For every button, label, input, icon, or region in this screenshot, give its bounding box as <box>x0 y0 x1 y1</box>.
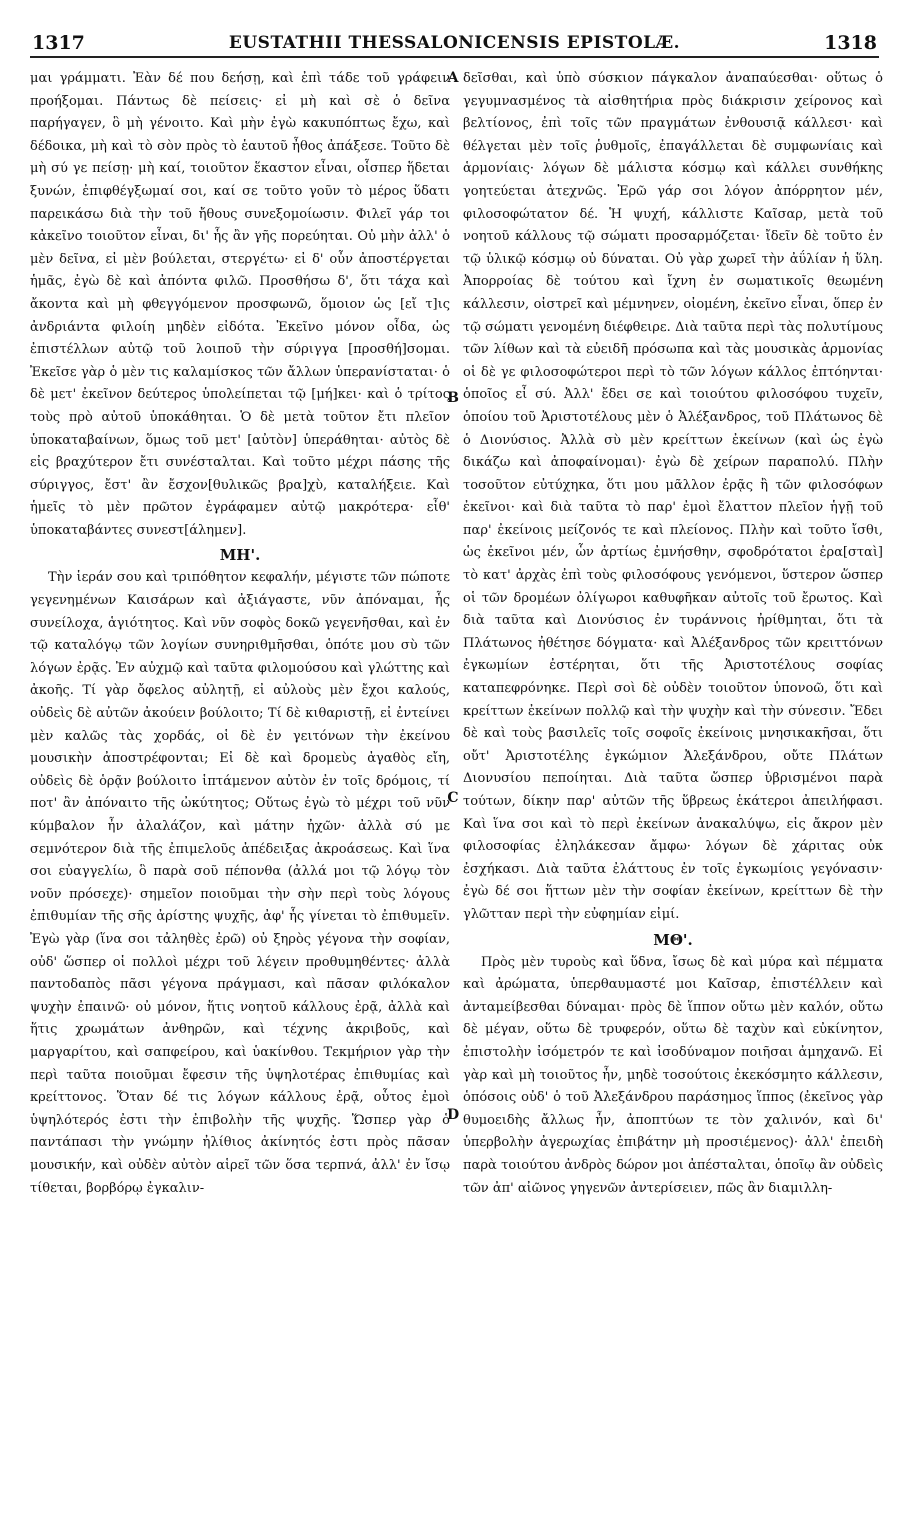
running-header <box>30 26 879 58</box>
right-paragraph-letter-49: Πρὸς μὲν τυροὺς καὶ ὕδνα, ἴσως δὲ καὶ μύρα καὶ πέμματα καὶ ἀρώματα, ὑπερθαυμαστέ μοι Καῖσαρ, ἐπιστέλλειν καὶ ἀνταμείβεσθαι δύναμαι· πρὸς δὲ ἵππον οὕτω μὲν καλόν, οὕτω δὲ μέγαν, οὕτω δὲ τρυφερόν, οὕτω δὲ ταχὺν καὶ εὐκίνητον, ἐπιστολὴν ἰσόμετρόν τε καὶ ἰσοδύναμον ποιῆσαι ἀμηχανῶ. Εἰ γὰρ καὶ μὴ τοιοῦτος ἦν, μηδὲ τοσούτοις ἐκεκόσμητο κάλλεσιν, ὁπόσοις οὐδ' ὁ τοῦ Ἀλεξάνδρου παράσημος ἵππος (ἐκεῖνος γὰρ θυμοειδὴς ἄλλως ἦν, ἀποπτύων τε τὸν χαλινόν, καὶ δι' ὑπερβολὴν ἀγερωχίας ἐπιβάτην μὴ προσιέμενος)· ἀλλ' ἐπειδὴ παρὰ τοιούτου ἀνδρὸς δώρον μοι ἀπέσταλται, ὁποῖῳ ἂν οὐδεὶς τῶν ἀπ' αἰῶνος γηγενῶν ἀντερίσειεν, πῶς ἂν διαμιλλη- <box>463 954 883 1196</box>
right-paragraph-continuation: δεῖσθαι, καὶ ὑπὸ σύσκιον πάγκαλον ἀναπαύεσθαι· οὕτως ὁ γεγυμνασμένος τὰ αἰσθητήρια πρὸς διάκρισιν χείρονος καὶ βελτίονος, ἐπὶ τοῖς τῶν πραγμάτων ἐνθουσιᾷ κάλλεσι· καὶ θέλγεται μὲν τοῖς ῥυθμοῖς, ἐπαγάλλεται δὲ συμφωνίαις καὶ ἁρμονίαις· λόγων δὲ μάλιστα κόσμῳ καὶ κάλλει συνθήκης γοητεύεται ἀτεχνῶς. Ἐρῶ γάρ σοι λόγον ἀπόρρητον μέν, φιλοσοφώτατον δέ. Ἡ ψυχή, κάλλιστε Καῖσαρ, μετὰ τοῦ νοητοῦ κάλλους τῷ σώματι προσαρμόζεται· ἴδεῖν δὲ τοῦτο ἐν τῷ ὑλικῷ κόσμῳ οὐ δύναται. Οὐ γὰρ χωρεῖ τὴν ἀΰλίαν ἡ ὕλη. Ἀπορροίας δὲ τούτου καὶ ἴχνη ἐν σωματικοῖς θεωμένη κάλλεσιν, οἰστρεῖ καὶ μέμνηνεν, οἰομένη, ἐκεῖνο εἶναι, ὅπερ ἐν τῷ σώματι γενομένη διέφθειρε. Διὰ ταῦτα περὶ τὰς πολυτίμους τῶν λίθων καὶ τὰ εὐειδῆ πρόσωπα καὶ τὰς μουσικὰς ἁρμονίας οἱ δὲ γε φιλοσοφώτεροι περὶ τὸ τῶν λόγων κάλλος ἐπτόηνται· ὁποῖος εἶ σύ. Ἀλλ' ἔδει σε καὶ τοιούτου φιλοσόφου τυχεῖν, ὁποίου τοῦ Ἀριστοτέλους μὲν ὁ Ἀλέξανδρος, τοῦ Πλάτωνος δὲ ὁ Διονύσιος. Ἀλλὰ σὺ μὲν κρείττων ἐκείνων (καὶ ὡς ἐγὼ δικάζω καὶ ἀποφαίνομαι)· ἐγὼ δὲ χείρων παραπολύ. Πλὴν τοσοῦτον εὐτύχηκα, ὅτι μου μᾶλλον ἐρᾷς ἢ τῶν φιλοσόφων ἐκεῖνοι· καὶ διὰ ταῦτα τὸ παρ' ἐμοὶ ἔλαττον πλεῖον ἡγῇ τοῦ παρ' ἐκείνοις μείζονός τε καὶ πλείονος. Πλὴν καὶ τοῦτο ἴσθι, ὡς ἐκεῖνοι μέν, ὧν ἀρτίως ἐμνήσθην, σφοδρότατοι ἐρα[σταὶ] τὸ κατ' ἀρχὰς ἐπὶ τοὺς φιλοσόφους γενόμενοι, ὕστερον ὥσπερ οἱ τῶν δρομέων ὀλίγωροι καθυφῆκαν αὐτοῖς τοῦ ἔρωτος. Καὶ διὰ ταῦτα καὶ Διονύσιος ἐν τυράννοις ἠρίθμηται, ὅτι τὰ Πλάτωνος ἠθέτησε δόγματα· καὶ Ἀλέξανδρος τῶν κρειττόνων ἐγκωμίων ἐστέρηται, ὅτι τῆς Ἀριστοτέλους σοφίας καταπεφρόνηκε. Περὶ σοὶ δὲ οὐδὲν τοιοῦτον ὑπονοῶ, ὅτι καὶ κρείττων ἐκείνων πολλῷ καὶ τὴν ψυχὴν καὶ τὴν σύνεσιν. Ἔδει δὲ καὶ τοὺς βασιλεῖς τοῖς σοφοῖς ἐκείνοις μνησικακῆσαι, ὅτι οὔτ' Ἀριστοτέλης ἐγκώμιον Ἀλεξάνδρου, οὔτε Πλάτων Διονυσίου πεποίηται. Διὰ ταῦτα ὥσπερ ὑβρισμένοι παρὰ τούτων, δίκην παρ' αὐτῶν τῆς ὕβρεως ἑκάτεροι ἀπειλήφασι. Καὶ ἵνα σοι καὶ τὸ περὶ ἐκείνων ἀνακαλύψω, εἰς ἄκρον μὲν φιλοσοφίας ἐληλάκεσαν ἄμφω· λόγων δὲ χάριτας οὐκ ἐσχήκασι. Διὰ ταῦτα ἐλάττους ἐν τοῖς ἐγκωμίοις γεγόνασιν· ἐγὼ δέ σοι ἥττων μὲν τὴν σοφίαν ἐκείνων, κρείττων δὲ τὴν γλῶτταν περὶ τὴν εὐφημίαν εἰμί. <box>463 71 883 922</box>
margin-letter-b: B <box>447 390 459 406</box>
left-column <box>30 68 450 1518</box>
margin-letter-d: D <box>447 1107 460 1123</box>
left-paragraph-continuation: μαι γράμματι. Ἐὰν δέ που δεήσῃ, καὶ ἐπὶ τάδε τοῦ γράφειν προήξομαι. Πάντως δὲ πείσεις· εἰ μὴ καὶ σὲ ὁ δεῖνα παρήγαγεν, ὃ μὴ γένοιτο. Καὶ μὴν ἐγὼ κακυπόπτως ἔχω, καὶ δέδοικα, μὴ καὶ τὸ σὸν πρὸς τὸ ἑαυτοῦ ἦθος ἀπάξεσε. Τοῦτο δὲ μὴ σύ γε πείσῃ· μὴ καί, τοιοῦτον ἕκαστον εἶναι, οἷσπερ ἥδεται ξυνών, ἐπιφθέγξωμαί σοι, καί σε τοῦτο γοῦν τὸ μέρος ὕδατι παρεικάσω διὰ τὴν τοῦ ἤθους συνεξομοίωσιν. Φιλεῖ γάρ τοι κἀκεῖνο τοιοῦτον εἶναι, δι' ἧς ἂν γῆς πορεύηται. Οὐ μὴν ἀλλ' ὁ μὲν δεῖνα, εἰ μὲν βούλεται, στεργέτω· εἰ δ' οὖν ἀποστέργεται ἡμᾶς, ἐγὼ δὲ καὶ ἀπόντα φιλῶ. Προσθήσω δ', ὅτι τάχα καὶ ἄκοντα καὶ μὴ φθεγγόμενον προσφωνῶ, ὅμοιον ὡς [εἴ τ]ις ἀνδριάντα φιλοίη μηδὲν εἰδότα. Ἐκεῖνο μόνον οἶδα, ὡς ἐπιστέλλων αὐτῷ τοῦ λοιποῦ τὴν σύριγγα [προσθή]σομαι. Ἐκεῖσε γὰρ ὁ μὲν τις καλαμίσκος τῶν ἄλλων ὑπερανίσταται· ὁ δὲ μετ' ἐκεῖνον δεύτερος ὑπολείπεται τῷ [μή]κει· καὶ ὁ τρίτος τοὺς πρὸ αὐτοῦ ὑποκάθηται. Ὁ δὲ μετὰ τοῦτον ἔτι πλεῖον ὑποκαταβαίνων, ὅμως τοῦ μετ' [αὐτὸν] ὑπεράθηται· αὐτὸς δὲ εἰς βραχύτερον ἔτι συνέσταλται. Καὶ τοῦτο μέχρι πάσης τῆς σύριγγος, ἔστ' ἂν ἔσχον[θυλικῶς βρα]χὺ, καταλήξειε. Καὶ ἡμεῖς τὸ μὲν πρῶτον ἐγράφαμεν αὐτῷ μακρότερα· εἶθ' ὑποκαταβάντες συνεστ[άλημεν]. <box>30 71 450 538</box>
running-title: EUSTATHII THESSALONICENSIS EPISTOLÆ. <box>228 33 681 53</box>
margin-letter-c: C <box>447 790 459 806</box>
right-column <box>463 68 883 1518</box>
margin-letter-a: A <box>447 70 459 86</box>
page-number-right: 1318 <box>824 32 877 54</box>
page-number-left: 1317 <box>32 32 85 54</box>
left-paragraph-letter-48: Τὴν ἱεράν σου καὶ τριπόθητον κεφαλήν, μέγιστε τῶν πώποτε γεγενημένων Καισάρων καὶ ἀξιάγαστε, νῦν ἀπόναμαι, ἧς συνείλοχα, ἁγιότητος. Καὶ νῦν σοφὸς δοκῶ γεγενῆσθαι, καὶ ἐν τῷ καταλόγῳ τῶν λογίων συνηριθμῆσθαι, ὁπότε μου σὺ τῶν λόγων ἐρᾷς. Ἐν αὐχμῷ καὶ ταῦτα φιλομούσου καὶ γλώττης καὶ ἀκοῆς. Τί γὰρ ὄφελος αὐλητῇ, εἰ αὐλοὺς μὲν ἔχοι καλούς, οὐδεὶς δὲ αὐτῶν ἀκούειν βούλοιτο; Τί δὲ κιθαριστῇ, εἰ ἐντείνει μὲν καλῶς τὰς χορδάς, οἱ δὲ ἐν γειτόνων τὴν ἐκείνου μουσικὴν ἀποστρέφονται; Εἰ δὲ καὶ δρομεὺς ἀγαθὸς εἴη, οὐδεὶς δὲ ὁρᾷν βούλοιτο ἱπτάμενον αὐτὸν ἐν τοῖς δρόμοις, τί ποτ' ἂν ἀπόναιτο τῆς ὠκύτητος; Οὕτως ἐγὼ τὸ μέχρι τοῦ νῦν κύμβαλον ἦν ἀλαλάζον, καὶ μάτην ἠχῶν· ἀλλὰ σύ με σεμνότερον διὰ τῆς ἐπιμελοῦς ἀπέδειξας ἀκροάσεως. Καὶ ἵνα σοι εὐαγγελίω, ὃ παρὰ σοῦ πέπονθα (ἀλλά μοι τῷ λόγῳ τὸν νοῦν πρόσεχε)· σημεῖον ποιοῦμαι τὴν σὴν περὶ τοὺς λόγους ἐπιθυμίαν τῆς σῆς ἀρίστης ψυχῆς, ἀφ' ἧς γίνεται τὸ ἐπιθυμεῖν. Ἐγὼ γὰρ (ἵνα σοι τἀληθὲς ἐρῶ) οὐ ξηρὸς γέγονα τὴν σοφίαν, οὐδ' ὥσπερ οἱ πολλοὶ μέχρι τοῦ λέγειν προθυμηθέντες· ἀλλὰ παντοδαπὸς πᾶσι γέγονα πράγμασι, καὶ πᾶσαν φιλόκαλον ψυχὴν ἐπαινῶ· οὐ μόνον, ἥτις νοητοῦ κάλλους ἐρᾷ, ἀλλὰ καὶ ἥτις χρωμάτων ἀνθηρῶν, καὶ τέχνης ἀκριβοῦς, καὶ μαργαρίτου, καὶ σαπφείρου, καὶ ὑακίνθου. Τεκμήριον γὰρ τὴν περὶ ταῦτα ποιοῦμαι ἔφεσιν τῆς ὑψηλοτέρας ἐπιθυμίας καὶ κρείττονος. Ὅταν δέ τις λόγων κάλλους ἐρᾷ, οὗτος ἐμοὶ ὑψηλότερός ἐστι τὴν ἐπιβολὴν τῆς ψυχῆς. Ὥσπερ γὰρ ὁ παντάπασι τὴν γνώμην ἠλίθιος ἀκίνητός ἐστι πρὸς πᾶσαν μουσικήν, καὶ οὐδὲν αὐτὸν αἱρεῖ τῶν ὅσα τερπνά, ἀλλ' ἐν ἴσῳ τίθεται, βορβόρῳ ἐγκαλιν- <box>30 570 450 1196</box>
letter-heading-49: ΜΘ'. <box>653 930 693 949</box>
letter-heading-48: ΜΗ'. <box>219 546 261 565</box>
